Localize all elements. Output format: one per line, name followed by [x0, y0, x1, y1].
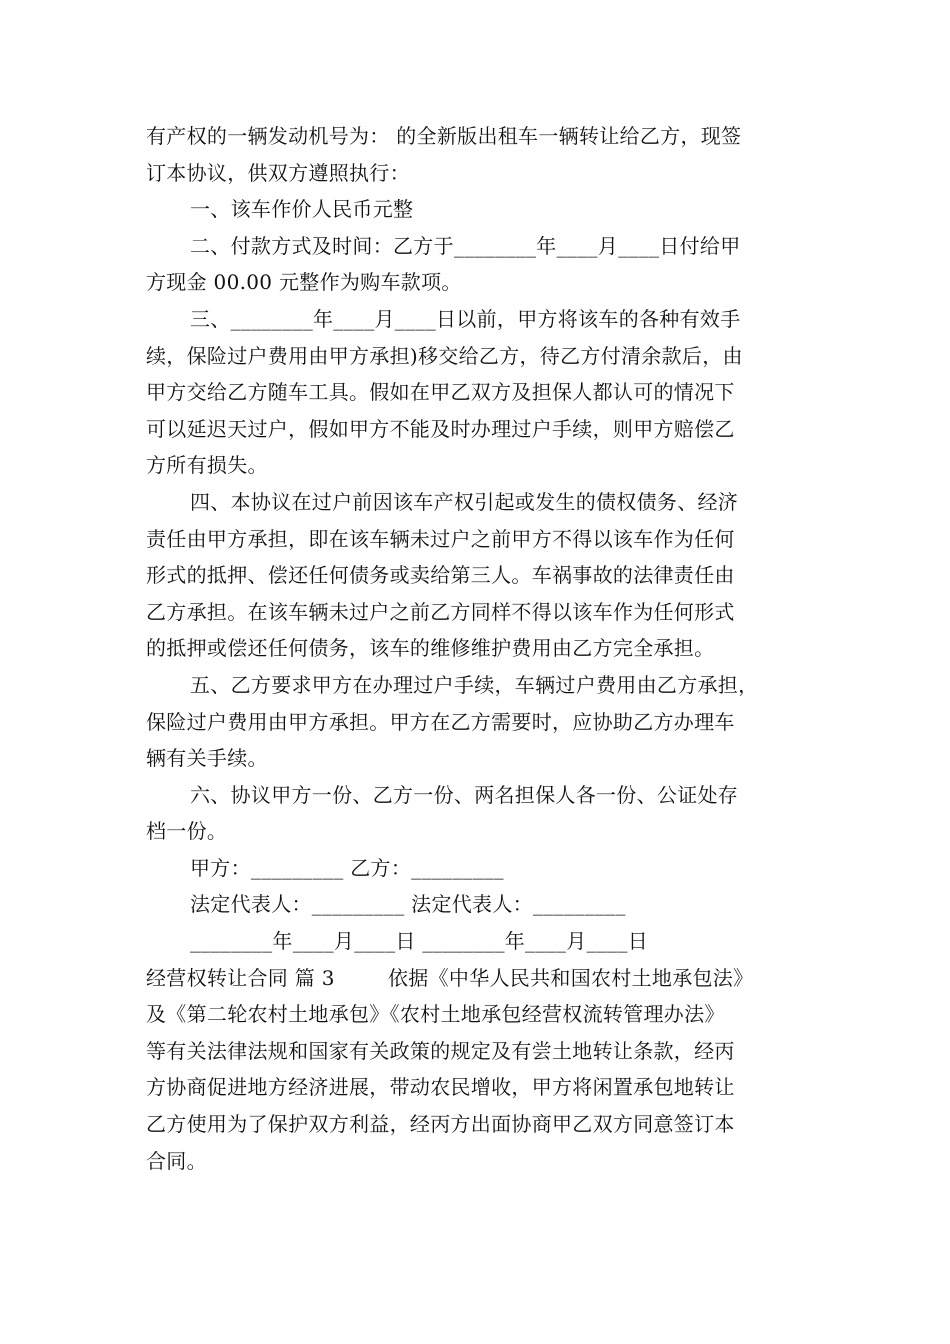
text-line: 乙方承担。在该车辆未过户之前乙方同样不得以该车作为任何形式 — [146, 599, 735, 624]
text-line: 形式的抵押、偿还任何债务或卖给第三人。车祸事故的法律责任由 — [146, 563, 735, 588]
clause-3: 三、________年____月____日以前，甲方将该车的各种有效手 — [190, 306, 741, 331]
text-line: 方协商促进地方经济进展，带动农民增收，甲方将闲置承包地转让 — [146, 1075, 735, 1100]
text-line: 方所有损失。 — [146, 453, 268, 478]
text-line: 责任由甲方承担，即在该车辆未过户之前甲方不得以该车作为任何 — [146, 526, 735, 551]
text-line: 等有关法律法规和国家有关政策的规定及有尝土地转让条款，经丙 — [146, 1038, 735, 1063]
text-line: 的抵押或偿还任何债务，该车的维修维护费用由乙方完全承担。 — [146, 636, 715, 661]
text-line: 甲方交给乙方随车工具。假如在甲乙双方及担保人都认可的情况下 — [146, 380, 735, 405]
text-line: 有产权的一辆发动机号为： 的全新版出租车一辆转让给乙方，现签 — [146, 124, 742, 148]
clause-6: 六、协议甲方一份、乙方一份、两名担保人各一份、公证处存 — [190, 782, 739, 807]
text-line: 可以延迟天过户，假如甲方不能及时办理过户手续，则甲方赔偿乙 — [146, 416, 735, 441]
text-line: 订本协议，供双方遵照执行： — [146, 160, 410, 185]
text-line: 方现金 00.00 元整作为购车款项。 — [146, 270, 462, 295]
signature-representatives: 法定代表人：_________ 法定代表人：_________ — [190, 892, 626, 917]
text-line: 辆有关手续。 — [146, 746, 268, 771]
text-line: 保险过户费用由甲方承担。甲方在乙方需要时，应协助乙方办理车 — [146, 709, 735, 734]
section-heading: 经营权转让合同 篇 3 依据《中华人民共和国农村土地承包法》 — [146, 965, 754, 990]
text-line: 乙方使用为了保护双方利益，经丙方出面协商甲乙双方同意签订本 — [146, 1112, 735, 1137]
clause-4: 四、本协议在过户前因该车产权引起或发生的债权债务、经济 — [190, 489, 739, 514]
clause-1: 一、该车作价人民币元整 — [190, 197, 414, 222]
text-line: 合同。 — [146, 1148, 207, 1173]
text-line: 续，保险过户费用由甲方承担)移交给乙方，待乙方付清余款后，由 — [146, 343, 743, 368]
document-body — [146, 118, 811, 1179]
text-line: 及《第二轮农村土地承包》《农村土地承包经营权流转管理办法》 — [146, 1002, 725, 1027]
clause-2: 二、付款方式及时间：乙方于________年____月____日付给甲 — [190, 233, 741, 258]
signature-parties: 甲方：_________ 乙方：_________ — [190, 855, 504, 880]
clause-5: 五、乙方要求甲方在办理过户手续，车辆过户费用由乙方承担， — [190, 672, 759, 697]
signature-dates: ________年____月____日 ________年____月____日 — [190, 929, 649, 954]
text-line: 档一份。 — [146, 819, 228, 844]
